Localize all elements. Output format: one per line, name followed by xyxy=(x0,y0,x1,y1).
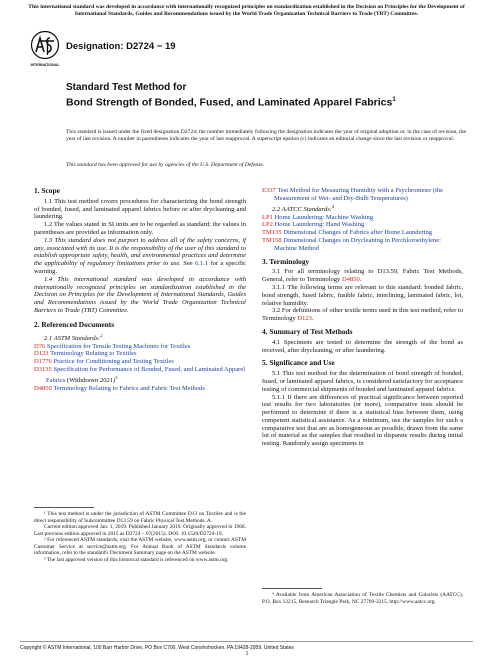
copyright-footer: Copyright © ASTM International, 100 Barr Harbor Drive, PO Box C700, West Conshohocken, PA 19428-2959. United States xyxy=(20,645,294,651)
para-4-1: 4.1 Specimens are tested to determine the strength of the bond as received, after drycleaning, or after laundering. xyxy=(262,338,463,354)
astm-logo xyxy=(30,30,60,70)
para-1-4: 1.4 This international standard was developed in accordance with internationally recognized principles on standardization established in the Decision on Principles for the Development of International Standards, Guides and Recommendations issued by the World Trade Organization Technical Barriers to Trade (TBT) Committee. xyxy=(34,275,246,314)
para-1-2: 1.2 The values stated in SI units are to be regarded as standard; the values in parentheses are provided as information only. xyxy=(34,221,246,236)
ref-tm158[interactable]: TM158 Dimensional Changes on Drycleaning in Perchloroethylene: Machine Method xyxy=(262,236,441,252)
issued-note: This standard is issued under the fixed designation D2724; the number immediately following the designation indicates the year of original adoption or, in the case of revision, the year of last revision. A number in parentheses indicates the year of last reapproval. A superscript epsilon (ε) indicates an editorial change since the last revision or reapproval. xyxy=(66,129,466,142)
svg-text:INTERNATIONAL: INTERNATIONAL xyxy=(30,63,60,67)
footnote-2: ² For referenced ASTM standards, visit the ASTM website, www.astm.org, or contact ASTM Customer Service at service@astm.org. For Annual Book of ASTM Standards volume information, refer to the standard's Document Summary page on the ASTM website. xyxy=(34,537,246,556)
title-line-2: Bond Strength of Bonded, Fused, and Laminated Apparel Fabrics$^1$ xyxy=(66,96,396,109)
footnote-rule-right xyxy=(262,588,322,589)
page-number: 1 xyxy=(245,651,249,657)
footnote-3: ³ The last approved version of this historical standard is referenced on www.astm.org. xyxy=(44,556,229,563)
ref-d3135[interactable]: D3135 Specification for Performance of Bonded, Fused, and Laminated Apparel Fabrics (Withdrawn 2021)$^3$ xyxy=(34,365,246,384)
document-banner: This international standard was developed in accordance with internationally recognized principles on standardization established in the Decision on Principles for the Development of International Standards, Guides and Recommendations issued by the World Trade Organization Technical Barriers to Trade (TBT) Committee. xyxy=(28,4,465,17)
link-d4850[interactable]: D4850 xyxy=(341,276,360,284)
link-6-1-1[interactable]: 6.1.1 xyxy=(195,260,209,268)
left-column xyxy=(34,187,246,392)
section-significance-heading: 5. Significance and Use xyxy=(262,358,335,368)
ref-d76[interactable]: D76 Specification for Tensile Testing Machines for Textiles xyxy=(34,342,191,350)
para-3-1-1: 3.1.1 The following terms are relevant to this standard: bonded fabric, bond strength, fused fabric, fusible fabric, interlining, laminated fabric, lot, relative humidity. xyxy=(262,283,463,307)
footnote-4: ⁴ Available from American Association of Textile Chemists and Colorists (AATCC), P.O. Box 12215, Research Triangle Park, NC 27709-2215, http://www.aatcc.org. xyxy=(262,592,463,605)
ref-lp1[interactable]: LP1 Home Laundering: Machine Washing xyxy=(262,213,374,221)
ref-d1776[interactable]: D1776 Practice for Conditioning and Testing Textiles xyxy=(34,358,174,366)
right-column xyxy=(262,187,463,448)
footer-rule xyxy=(20,641,473,642)
link-d123[interactable]: D123 xyxy=(297,315,312,323)
para-5-1-1: 5.1.1 If there are differences of practical significance between reported test results for two laboratories (or more), comparative tests should be performed to determine if there is a statistical bias between them, using competent statistical assistance. As a minimum, use the samples for such a comparative test that are as homogeneous as possible, drawn from the same lot of material as the samples that resulted in disparate results during initial testing. Randomly assign specimens in xyxy=(262,393,463,448)
ref-d4850[interactable]: D4850 Terminology Relating to Fabrics and Fabric Test Methods xyxy=(34,384,205,392)
footnote-1-current: Current edition approved Jan. 1, 2019. Published January 2019. Originally approved in 1968. Last previous edition approved in 2015 as D2724 – 07(2015). DOI: 10.1520/D2724-19. xyxy=(34,524,246,537)
section-scope-heading: 1. Scope xyxy=(34,186,60,195)
section-terminology-heading: 3. Terminology xyxy=(262,256,310,266)
para-2-1: 2.1 ASTM Standards:$^2$ xyxy=(44,332,103,342)
para-3-1: 3.1 For all terminology relating to D13.59, Fabric Test Methods, General, refer to Terminology D4850. xyxy=(262,268,463,284)
para-1-1: 1.1 This test method covers procedures for characterizing the bond strength of bonded, fused, and laminated apparel fabrics before or after drycleaning and laundering. xyxy=(34,197,246,221)
ref-e337[interactable]: E337 Test Method for Measuring Humidity with a Psychrometer (the Measurement of Wet- and Dry-Bulb Temperatures) xyxy=(262,187,444,202)
para-3-2: 3.2 For definitions of other textile terms used in this test method, refer to Terminology D123. xyxy=(262,307,463,323)
footnotes-left xyxy=(34,511,246,563)
section-summary-heading: 4. Summary of Test Methods xyxy=(262,326,353,336)
ref-tm135[interactable]: TM135 Dimensional Changes of Fabrics after Home Laundering xyxy=(262,229,433,237)
ref-d123[interactable]: D123 Terminology Relating to Textiles xyxy=(34,350,137,358)
document-title xyxy=(66,82,396,109)
para-2-2: 2.2 AATCC Standards:$^4$ xyxy=(272,203,335,213)
designation: Designation: D2724 − 19 xyxy=(66,41,176,52)
para-5-1: 5.1 This test method for the determination of bond strength of bonded, fused, or laminated apparel fabrics, is considered satisfactory for acceptance testing of commercial shipments of bonded and laminated apparel fabrics. xyxy=(262,370,463,393)
footnotes-right xyxy=(262,592,463,605)
title-line-1: Standard Test Method for xyxy=(66,82,187,93)
approved-note: This standard has been approved for use by agencies of the U.S. Department of Defense. xyxy=(66,162,265,168)
section-referenced-heading: 2. Referenced Documents xyxy=(34,319,115,329)
para-1-3: 1.3 This standard does not purport to address all of the safety concerns, if any, associated with its use. It is the responsibility of the user of this standard to establish appropriate safety, health, and environmental practices and determine the applicability of regulatory limitations prior to use. See 6.1.1 for a specific warning. xyxy=(34,236,247,275)
footnote-rule-left xyxy=(34,507,94,508)
ref-lp2[interactable]: LP2 Home Laundering: Hand Washing xyxy=(262,221,365,229)
footnote-1: ¹ This test method is under the jurisdiction of ASTM Committee D13 on Textiles and is the direct responsibility of Subcommittee D13.59 on Fabric Physical Test Methods. A. xyxy=(34,511,246,524)
